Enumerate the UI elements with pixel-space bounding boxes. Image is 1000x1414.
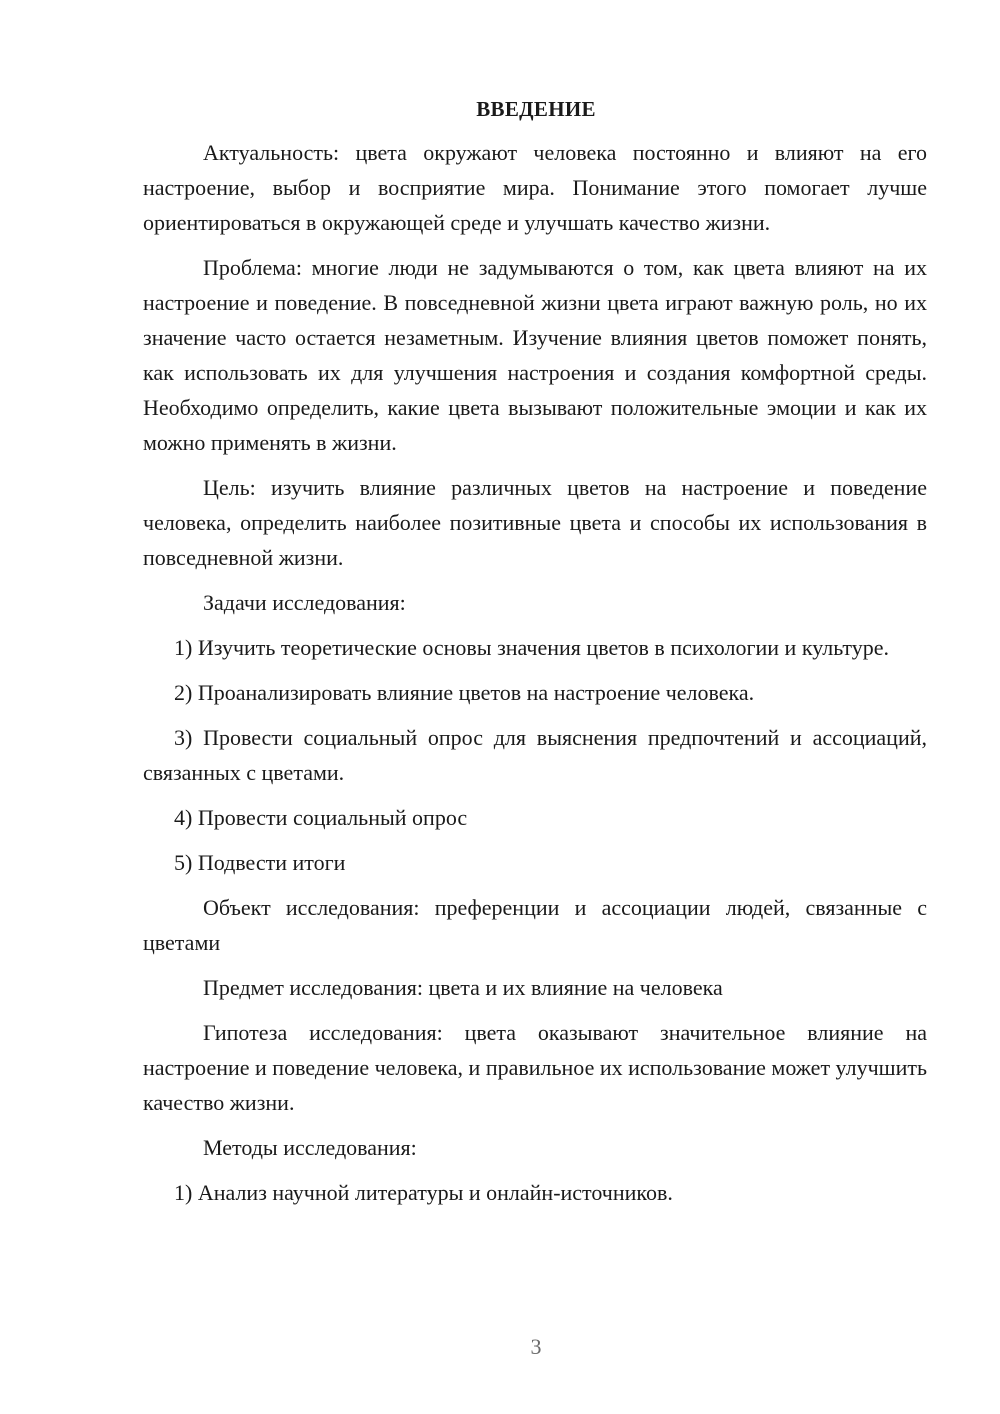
page-content: [143, 92, 927, 1220]
task-item-3: 3) Провести социальный опрос для выяснения предпочтений и ассоциаций, связанных с цветами.: [143, 725, 927, 785]
object-paragraph: Объект исследования: преференции и ассоциации людей, связанные с цветами: [143, 895, 927, 955]
task-item-2: 2) Проанализировать влияние цветов на настроение человека.: [174, 680, 755, 705]
goal-paragraph: Цель: изучить влияние различных цветов на настроение и поведение человека, определить наиболее позитивные цвета и способы их использования в повседневной жизни.: [143, 475, 927, 570]
tasks-title: Задачи исследования:: [203, 590, 406, 615]
problem-paragraph: Проблема: многие люди не задумываются о том, как цвета влияют на их настроение и поведение. В повседневной жизни цвета играют важную роль, но их значение часто остается незаметным. Изучение влияния цветов поможет понять, как использовать их для улучшения настроения и создания комфортной среды. Необходимо определить, какие цвета вызывают положительные эмоции и как их можно применять в жизни.: [143, 255, 927, 455]
task-item-1: 1) Изучить теоретические основы значения цветов в психологии и культуре.: [174, 635, 889, 660]
page-heading: ВВЕДЕНИЕ: [476, 97, 596, 121]
subject-paragraph: Предмет исследования: цвета и их влияние на человека: [203, 975, 723, 1000]
method-item-1: 1) Анализ научной литературы и онлайн-источников.: [174, 1180, 673, 1205]
page-number: 3: [530, 1334, 542, 1359]
task-item-5: 5) Подвести итоги: [174, 850, 346, 875]
hypothesis-paragraph: Гипотеза исследования: цвета оказывают значительное влияние на настроение и поведение человека, и правильное их использование может улучшить качество жизни.: [143, 1020, 927, 1115]
relevance-paragraph: Актуальность: цвета окружают человека постоянно и влияют на его настроение, выбор и восприятие мира. Понимание этого помогает лучше ориентироваться в окружающей среде и улучшать качество жизни.: [143, 140, 927, 235]
task-item-4: 4) Провести социальный опрос: [174, 805, 468, 830]
methods-title: Методы исследования:: [203, 1135, 417, 1160]
